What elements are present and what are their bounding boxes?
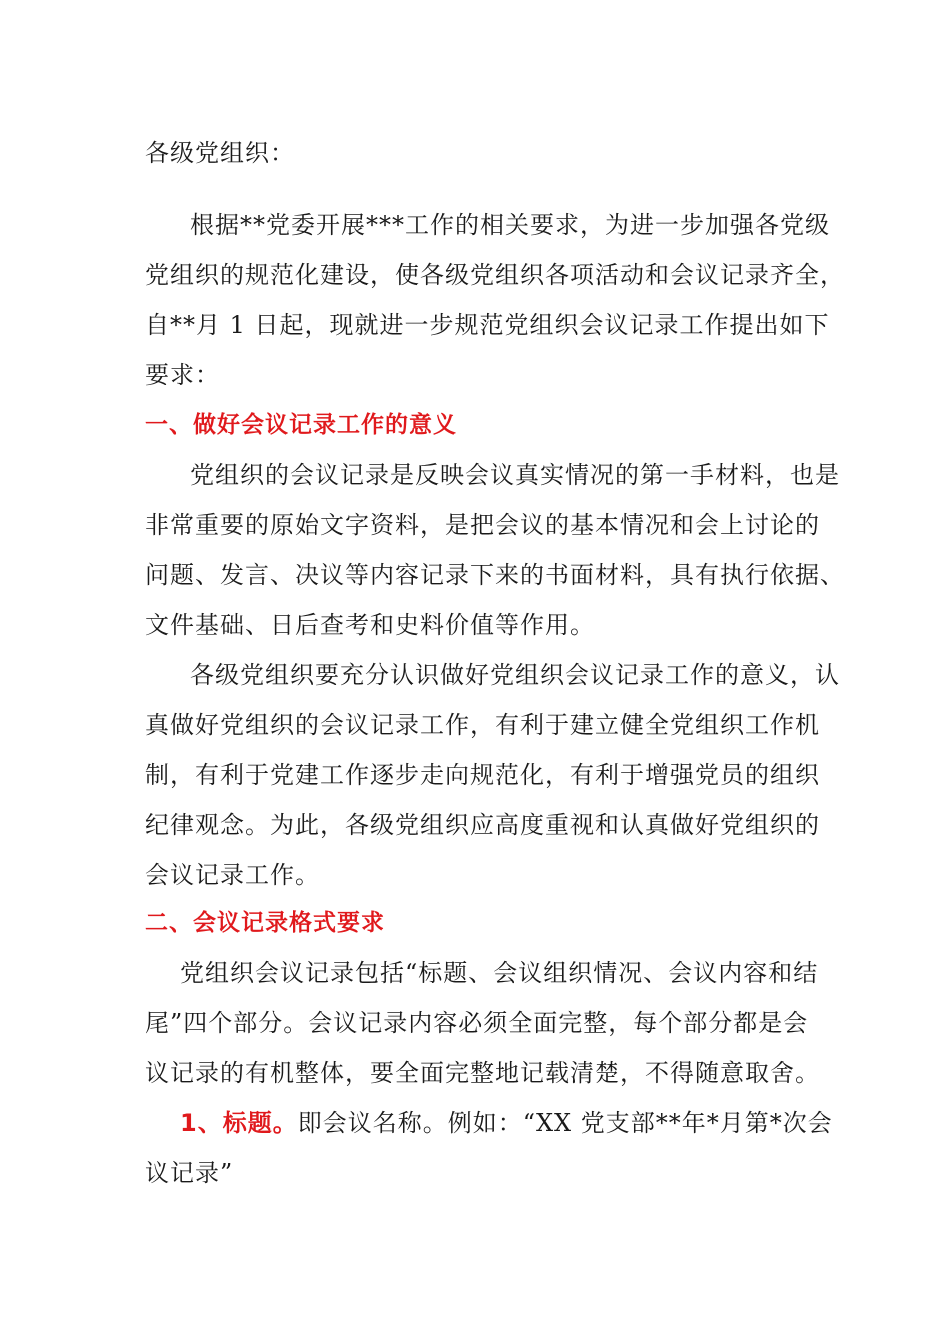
intro-line-1: 根据**党委开展***工作的相关要求，为进一步加强各党级: [190, 211, 830, 239]
section-1-para-2-line-2: 真做好党组织的会议记录工作，有利于建立健全党组织工作机: [145, 711, 820, 739]
item-1-label: 1、标题。: [180, 1109, 298, 1137]
section-1-para-1-line-1: 党组织的会议记录是反映会议真实情况的第一手材料，也是: [190, 461, 840, 489]
section-2-item-1-continuation: 议记录”: [145, 1159, 234, 1187]
item-1-text: 即会议名称。例如：“XX 党支部**年*月第*次会: [297, 1109, 833, 1137]
section-1-para-2-line-4: 纪律观念。为此，各级党组织应高度重视和认真做好党组织的: [145, 811, 820, 839]
section-2-heading: 二、会议记录格式要求: [145, 910, 385, 936]
section-2-para-1-line-1: 党组织会议记录包括“标题、会议组织情况、会议内容和结: [180, 959, 819, 987]
section-1-para-2-line-5: 会议记录工作。: [145, 861, 320, 889]
section-2-item-1: [180, 1107, 833, 1139]
section-1-para-2-line-1: 各级党组织要充分认识做好党组织会议记录工作的意义，认: [190, 661, 840, 689]
section-2-para-1-line-3: 议记录的有机整体，要全面完整地记载清楚，不得随意取舍。: [145, 1059, 820, 1087]
section-1-para-1-line-3: 问题、发言、决议等内容记录下来的书面材料，具有执行依据、: [145, 561, 845, 589]
section-1-para-1-line-4: 文件基础、日后查考和史料价值等作用。: [145, 611, 595, 639]
section-1-heading: 一、做好会议记录工作的意义: [145, 412, 457, 438]
intro-line-3: 自**月 1 日起，现就进一步规范党组织会议记录工作提出如下: [145, 311, 830, 339]
section-2-para-1-line-2: 尾”四个部分。会议记录内容必须全面完整，每个部分都是会: [145, 1009, 809, 1037]
section-1-para-2-line-3: 制，有利于党建工作逐步走向规范化，有利于增强党员的组织: [145, 761, 820, 789]
salutation: 各级党组织：: [145, 139, 295, 167]
intro-line-2: 党组织的规范化建设，使各级党组织各项活动和会议记录齐全，: [145, 261, 845, 289]
intro-line-4: 要求：: [145, 361, 220, 389]
section-1-para-1-line-2: 非常重要的原始文字资料，是把会议的基本情况和会上讨论的: [145, 511, 820, 539]
